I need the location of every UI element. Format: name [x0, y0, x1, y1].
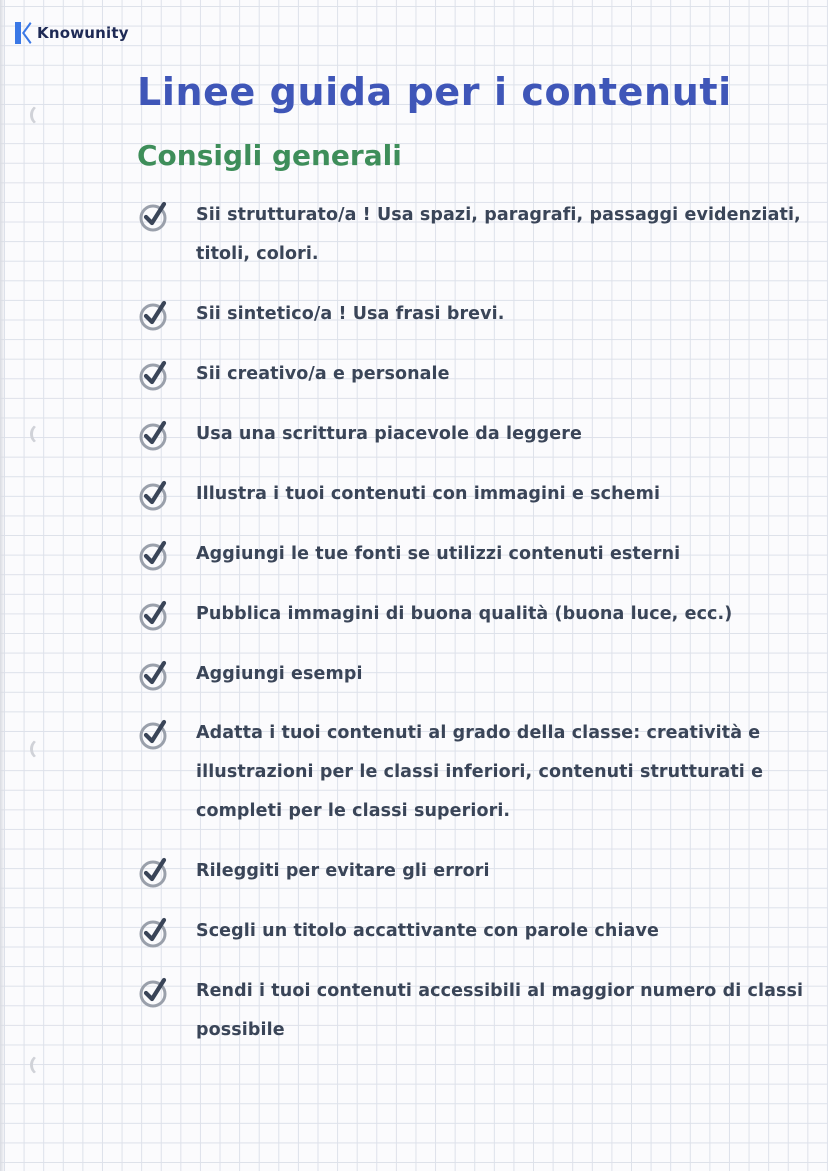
checkmark-circle-icon [137, 977, 171, 1009]
checkmark-circle-icon [137, 540, 171, 572]
checkmark-circle-icon [137, 600, 171, 632]
checkmark-circle-icon [137, 857, 171, 889]
checkmark-circle-icon [137, 480, 171, 512]
list-item [137, 598, 825, 634]
page-title: Linee guida per i contenuti [137, 70, 732, 114]
checkmark-circle-icon [137, 917, 171, 949]
checkmark-circle-icon [137, 660, 171, 692]
list-item [137, 658, 825, 694]
binder-hole [30, 738, 52, 760]
list-item [137, 418, 825, 454]
binder-hole [30, 104, 52, 126]
binder-hole [30, 1054, 52, 1076]
brand-name: Knowunity [37, 24, 129, 42]
page-binding-edge [0, 0, 5, 1171]
list-item [137, 199, 825, 274]
knowunity-logo-icon [14, 20, 32, 46]
item-text: Sii creativo/a e personale [196, 364, 450, 384]
list-item [137, 478, 825, 514]
section-subtitle: Consigli generali [137, 139, 402, 172]
item-text: Illustra i tuoi contenuti con immagini e schemi [196, 484, 661, 504]
list-item [137, 298, 825, 334]
list-item [137, 915, 825, 951]
checkmark-circle-icon [137, 420, 171, 452]
item-text: Aggiungi le tue fonti se utilizzi contenuti esterni [196, 544, 681, 564]
item-text: Usa una scrittura piacevole da leggere [196, 424, 582, 444]
item-text: Rendi i tuoi contenuti accessibili al maggior numero di classi possibile [196, 981, 804, 1040]
list-item [137, 855, 825, 891]
item-text: Sii strutturato/a ! Usa spazi, paragrafi, passaggi evidenziati, titoli, colori. [196, 205, 801, 264]
brand-logo [14, 20, 129, 46]
list-item [137, 717, 825, 831]
item-text: Pubblica immagini di buona qualità (buona luce, ecc.) [196, 604, 733, 624]
list-item [137, 358, 825, 394]
binder-hole [30, 423, 52, 445]
checkmark-circle-icon [137, 300, 171, 332]
list-item [137, 538, 825, 574]
checkmark-circle-icon [137, 201, 171, 233]
item-text: Rileggiti per evitare gli errori [196, 861, 490, 881]
item-text: Aggiungi esempi [196, 664, 363, 684]
checkmark-circle-icon [137, 719, 171, 751]
list-item [137, 975, 825, 1050]
item-text: Scegli un titolo accattivante con parole chiave [196, 921, 659, 941]
item-text: Adatta i tuoi contenuti al grado della classe: creatività e illustrazioni per le classi inferiori, contenuti strutturati e completi per le classi superiori. [196, 723, 764, 821]
checkmark-circle-icon [137, 360, 171, 392]
item-text: Sii sintetico/a ! Usa frasi brevi. [196, 304, 505, 324]
